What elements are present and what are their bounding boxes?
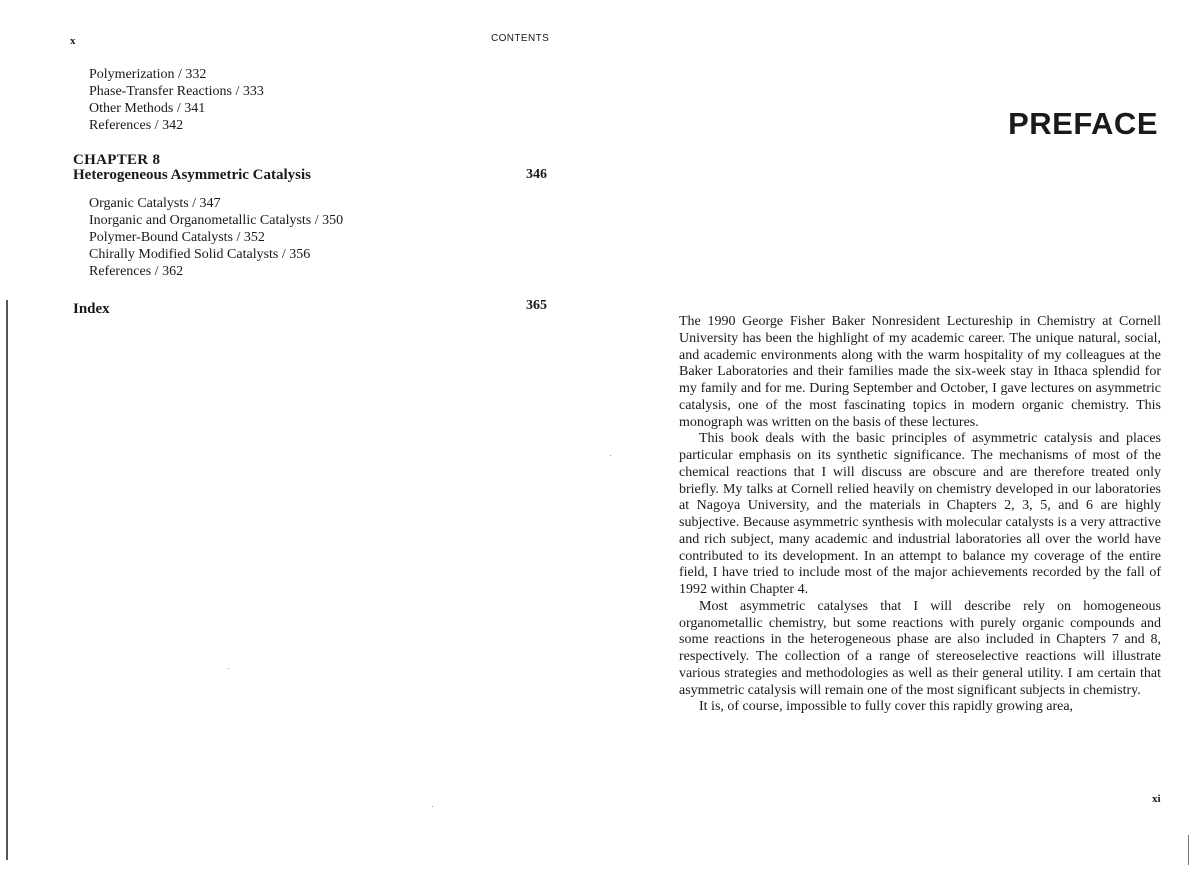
toc-entry: Polymer-Bound Catalysts / 352 <box>89 230 265 245</box>
paragraph: This book deals with the basic principles of asymmetric catalysis and places particular emphasis on its synthetic significance. The mechanisms of most of the chemical reactions that I will discuss are obscure and are therefore treated only briefly. My talks at Cornell relied heavily on chemistry developed in our laboratories at Nagoya University, and the materials in Chapters 2, 3, 5, and 6 are highly subjective. Because asymmetric synthesis with molecular catalysts is a very attractive and rich subject, many academic and industrial laboratories all over the world have contributed to its development. In an attempt to balance my coverage of the entire field, I have tried to include most of the major achievements recorded by the fall of 1992 within Chapter 4. <box>679 431 1161 597</box>
toc-entry: Organic Catalysts / 347 <box>89 196 221 211</box>
preface-body <box>679 314 1161 716</box>
running-head: CONTENTS <box>491 33 550 44</box>
toc-entry: References / 362 <box>89 264 184 279</box>
paragraph: The 1990 George Fisher Baker Nonresident Lectureship in Chemistry at Cornell University has been the highlight of my academic career. The unique natural, social, and academic environments along with the warm hospitality of my colleagues at the Baker Laboratories and their families made the six-week stay in Ithaca splendid for my family and for me. During September and October, I gave lectures on asymmetric catalysis, one of the most fascinating topics in modern organic chemistry. This monograph was written on the basis of these lectures. <box>679 314 1161 430</box>
toc-entry: References / 342 <box>89 118 184 133</box>
chapter-page-number: 346 <box>526 167 547 182</box>
toc-entry: Inorganic and Organometallic Catalysts / 350 <box>89 213 344 228</box>
page-title: PREFACE <box>1008 106 1158 141</box>
toc-entry: Phase-Transfer Reactions / 333 <box>89 84 264 99</box>
index-label: Index <box>73 301 110 317</box>
toc-entry: Polymerization / 332 <box>89 67 207 82</box>
paragraph: Most asymmetric catalyses that I will describe rely on homogeneous organometallic chemistry, but some reactions with purely organic compounds and some reactions in the heterogeneous phase are also included in Chapters 7 and 8, respectively. The collection of a range of stereoselective reactions will illustrate various strategies and methodologies as well as their general utility. I am certain that asymmetric catalysis will remain one of the most significant subjects in chemistry. <box>679 598 1161 698</box>
toc-entry: Other Methods / 341 <box>89 101 206 116</box>
page-folio: xi <box>1152 793 1161 805</box>
chapter-number: CHAPTER 8 <box>73 152 161 168</box>
paragraph: It is, of course, impossible to fully cover this rapidly growing area, <box>699 699 1074 715</box>
preface-page <box>600 0 1200 872</box>
chapter-title: Heterogeneous Asymmetric Catalysis <box>73 167 312 183</box>
page-folio: x <box>70 35 76 47</box>
toc-entry: Chirally Modified Solid Catalysts / 356 <box>89 247 311 262</box>
index-page-number: 365 <box>526 298 547 313</box>
